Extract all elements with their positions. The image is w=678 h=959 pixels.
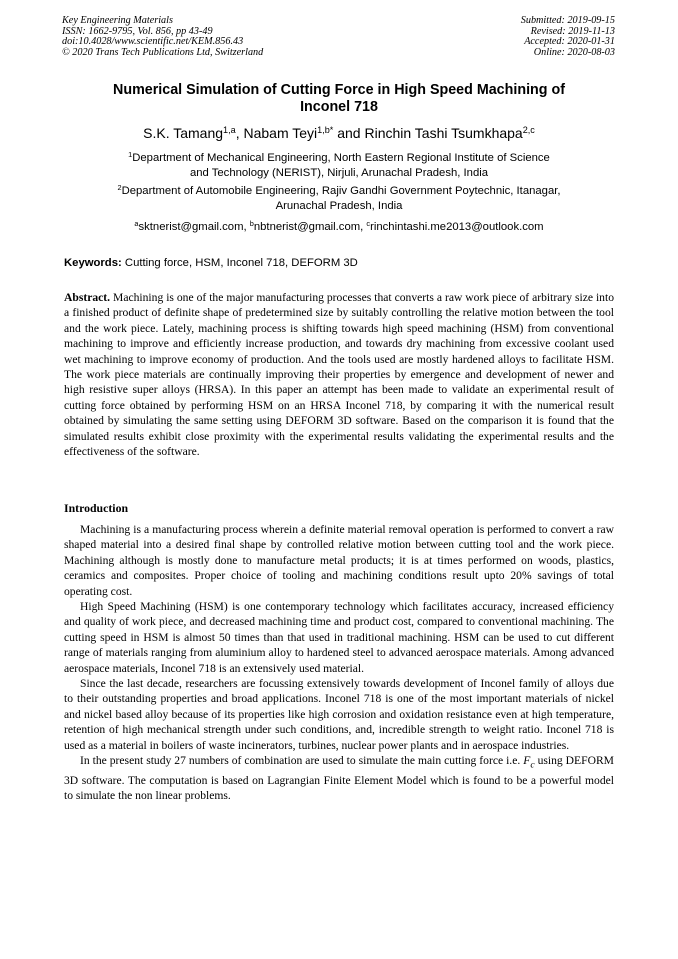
revised-date: Revised: 2019-11-13 <box>530 25 615 37</box>
intro-paragraph-2: High Speed Machining (HSM) is one contemporary technology which facilitates accuracy, increased efficiency and quality of work piece, and decreased machining time and product cost, compared to conventional machining. The cutting speed in HSM is almost 50 times than that used in traditional machining. HSM can be used to cut different range of materials ranging from aluminium alloy to hardened steel to advanced aerospace materials. Among advanced aerospace materials, Inconel 718 is an extensively used material. <box>64 600 614 675</box>
author-2-affil-mark: 1,b* <box>317 125 334 135</box>
author-3-name: Rinchin Tashi Tsumkhapa <box>364 125 523 141</box>
introduction-heading: Introduction <box>64 501 129 515</box>
email-b-mark: b <box>249 218 254 228</box>
abstract-text: Machining is one of the major manufacturing processes that converts a raw work piece of arbitrary size into a finished product of definite shape of predetermined size by suitably controlling the relative motion between the tool and the work piece. Lately, machining process is shifting towards high speed machining (HSM) from conventional machining to improve and efficiently increase production, and towards dry machining from excessive coolant used wet machining to improve economy of production. And the tools used are mostly hardened alloys to facilitate HSM. The work piece materials are continually improving their properties by emergence and development of newer and high resistive super alloys (HRSA). In this paper an attempt has been made to validate an experimental result of cutting force obtained by performing HSM on an HRSA Inconel 718, by comparing it with the numerical result obtained by simulating the same setting using DEFORM 3D software. Based on the comparison it is found that the simulated results exhibit close proximity with the experimental results validating the experimental results and the effectiveness of the software. <box>64 291 614 459</box>
title-line-2: Inconel 718 <box>300 99 378 115</box>
affiliation-2-mark: 2 <box>117 182 122 192</box>
journal-name: Key Engineering Materials <box>62 15 173 26</box>
email-a-mark: a <box>134 218 139 228</box>
affiliation-2 <box>70 184 608 213</box>
affiliation-1-line-1 <box>70 151 608 166</box>
submitted-date: Submitted: 2019-09-15 <box>520 15 615 26</box>
affiliation-1-mark: 1 <box>128 149 133 159</box>
author-1-affil-mark: 1,a <box>223 125 236 135</box>
author-separator-1: , <box>235 125 244 141</box>
intro-p4-start: In the present study 27 numbers of combination are used to simulate the main cutting force i.e. <box>80 754 524 768</box>
affiliation-1-line-2: and Technology (NERIST), Nirjuli, Arunachal Pradesh, India <box>189 166 489 179</box>
intro-paragraph-1: Machining is a manufacturing process wherein a definite material removal operation is performed to convert a raw shaped material into a desired final shape by controlled relative motion between cutting tool and the work piece. Machining although is mostly done to manufacture metal products; it is at times performed on woods, plastics, ceramics and composites. Proper choice of tooling and machining conditions result upto 20% savings of total operating cost. <box>64 523 614 598</box>
keywords-label: Keywords: <box>64 257 122 269</box>
email-a[interactable]: sktnerist@gmail.com, <box>138 221 250 233</box>
author-emails <box>60 220 618 234</box>
accepted-date: Accepted: 2020-01-31 <box>524 36 615 48</box>
abstract-paragraph <box>64 290 614 459</box>
intro-p4-end: using DEFORM 3D software. The computation is based on Lagrangian Finite Element Model which is found to be a powerful model to simulate the non linear problems. <box>64 754 614 803</box>
abstract-label: Abstract. <box>64 291 111 304</box>
keywords-text: Cutting force, HSM, Inconel 718, DEFORM 3D <box>121 257 358 269</box>
keywords-line <box>64 256 358 270</box>
affiliation-2-line-2: Arunachal Pradesh, India <box>275 199 403 212</box>
journal-header-left <box>62 16 263 58</box>
cutting-force-subscript: c <box>530 759 535 771</box>
email-b[interactable]: nbtnerist@gmail.com, <box>253 221 367 233</box>
copyright-line: © 2020 Trans Tech Publications Ltd, Switzerland <box>62 46 264 58</box>
affiliation-1-text-1: Department of Mechanical Engineering, North Eastern Regional Institute of Science <box>132 152 550 164</box>
journal-header-right <box>521 16 615 58</box>
affiliation-2-line-1 <box>70 184 608 199</box>
paper-title <box>80 82 598 116</box>
introduction-body <box>64 522 614 804</box>
email-c-mark: c <box>366 218 371 228</box>
author-3-affil-mark: 2,c <box>522 125 535 135</box>
title-line-1: Numerical Simulation of Cutting Force in High Speed Machining of <box>113 82 565 98</box>
email-c[interactable]: rinchintashi.me2013@outlook.com <box>370 221 544 233</box>
doi-line[interactable]: doi:10.4028/www.scientific.net/KEM.856.43 <box>62 36 244 48</box>
affiliation-1 <box>70 151 608 180</box>
affiliation-2-text-1: Department of Automobile Engineering, Rajiv Gandhi Government Poytechnic, Itanagar, <box>121 185 561 197</box>
intro-paragraph-3: Since the last decade, researchers are focussing extensively towards development of Inconel family of alloys due to their outstanding properties and broad applications. Inconel 718 is one of the most important materials of nickel and nickel based alloy because of its properties like high corrosion and oxidation resistance even at high temperature, retention of high mechanical strength under such conditions, and, incredible strength to weight ratio. Inconel 718 is used as a material in boilers of waste incinerators, turbines, nuclear power plants and in aerospace industries. <box>64 677 614 752</box>
online-date: Online: 2020-08-03 <box>533 46 615 58</box>
cutting-force-symbol: F <box>523 754 531 768</box>
author-list <box>60 125 618 142</box>
author-1-name: S.K. Tamang <box>143 125 224 141</box>
author-separator-2: and <box>333 125 365 141</box>
issn-line: ISSN: 1662-9795, Vol. 856, pp 43-49 <box>62 25 213 37</box>
intro-paragraph-4 <box>64 753 614 804</box>
author-2-name: Nabam Teyi <box>243 125 318 141</box>
